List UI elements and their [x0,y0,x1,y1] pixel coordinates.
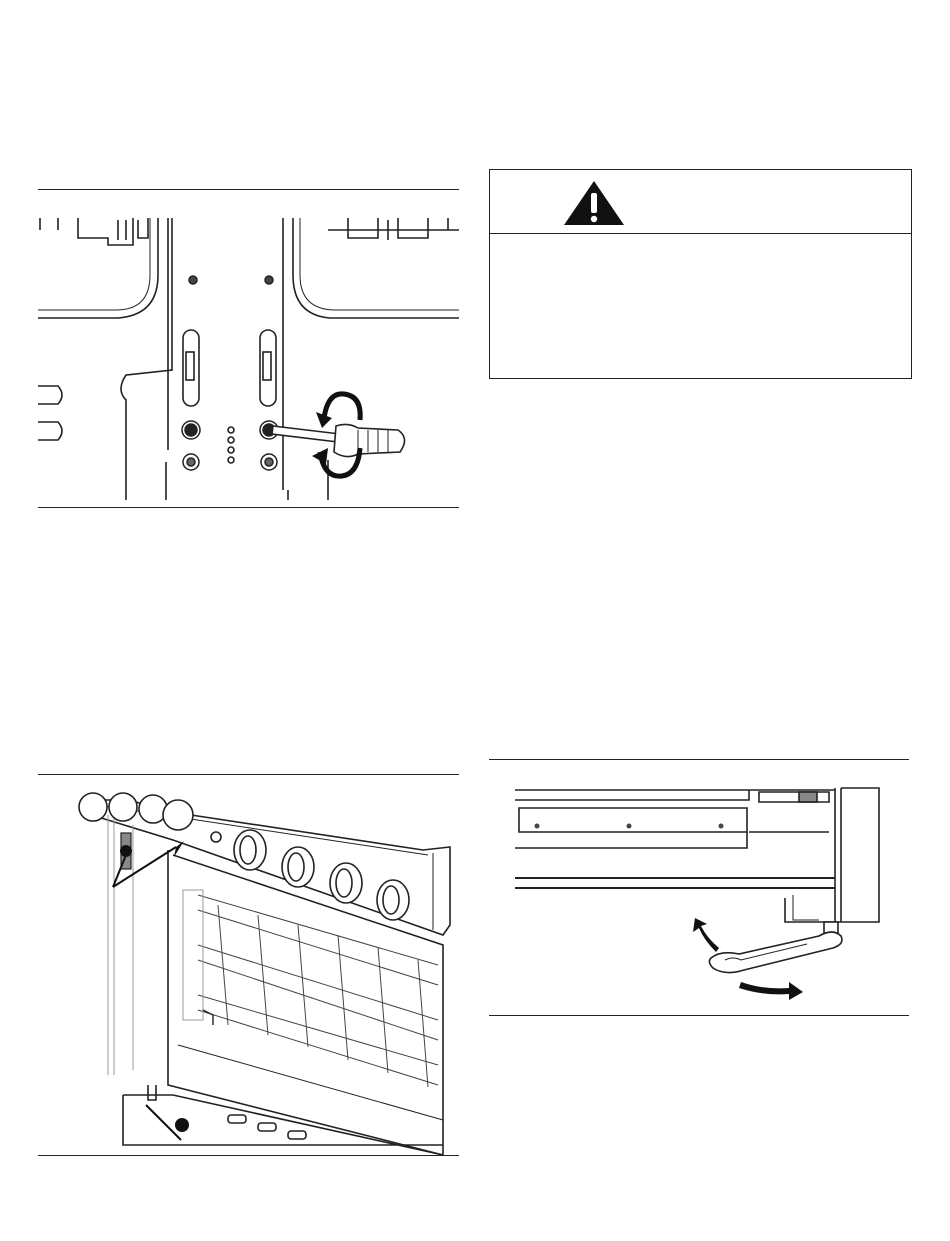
figure-1-bottom-rule [38,507,459,508]
oven-door-adjustment-figure [38,190,459,507]
figure-3-bottom-rule [489,1015,909,1016]
adjustment-illustration [38,190,459,507]
hinge-illustration [38,775,459,1155]
warning-triangle-icon [562,179,626,227]
figure-2-bottom-rule [38,1155,459,1156]
warning-body [490,234,911,380]
leveling-illustration [489,760,909,1015]
warning-header [490,170,911,234]
door-hinge-figure [38,775,459,1155]
warning-box [489,169,912,379]
leveling-leg-figure [489,760,909,1015]
